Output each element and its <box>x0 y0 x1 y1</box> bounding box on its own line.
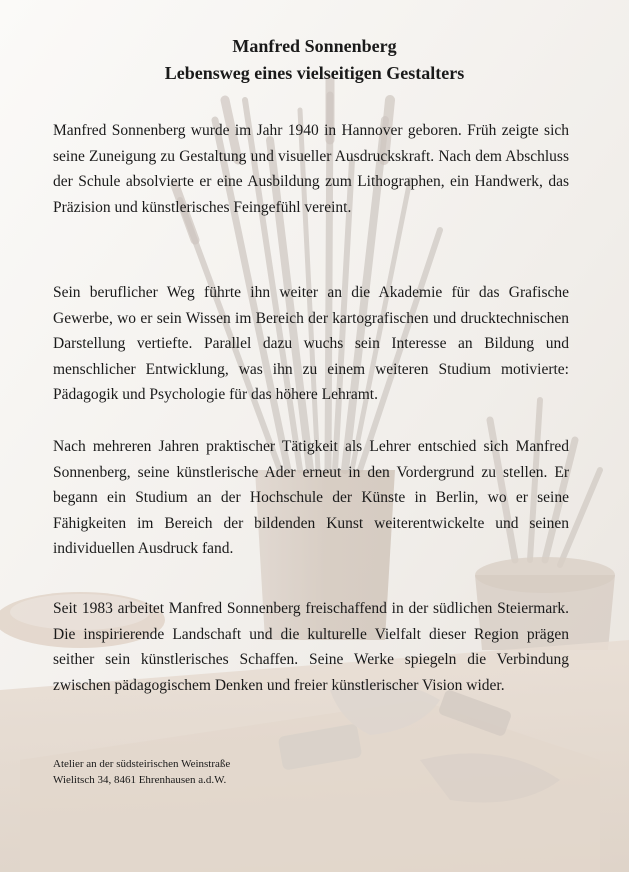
title-subtitle: Lebensweg eines vielseitigen Gestalters <box>164 63 465 83</box>
address-line-2: Wielitsch 34, 8461 Ehrenhausen a.d.W. <box>53 774 227 786</box>
title-name: Manfred Sonnenberg <box>232 36 397 56</box>
address-line-1: Atelier an der südsteirischen Weinstraße <box>53 758 231 770</box>
paragraph-career: Sein beruflicher Weg führte ihn weiter an die Akademie für das Grafische Gewerbe, wo er sein Wissen im Bereich der kartografischen und drucktechnischen Darstellung vertiefte. Parallel dazu wuchs sein Interesse an Bildung und menschlicher Entwicklung, was ihn zu einem weiteren Studium motivierte: Pädagogik und Psychologie für das höhere Lehramt. <box>53 284 569 404</box>
paragraph-freelance: Seit 1983 arbeitet Manfred Sonnenberg freischaffend in der südlichen Steiermark. Die inspirierende Landschaft und die kulturelle Vielfalt dieser Region prägen seither sein künstlerisches Schaffen. Seine Werke spiegeln die Verbindung zwischen pädagogischem Denken und freier künstlerischer Vision wider. <box>53 600 569 694</box>
paragraph-art-studies: Nach mehreren Jahren praktischer Tätigkeit als Lehrer entschied sich Manfred Sonnenberg, seine künstlerische Ader erneut in den Vordergrund zu stellen. Er begann ein Studium an der Hochschule der Künste in Berlin, wo er seine Fähigkeiten im Bereich der bildenden Kunst weiterentwickelte und seinen individuellen Ausdruck fand. <box>53 438 569 558</box>
paragraph-early-life: Manfred Sonnenberg wurde im Jahr 1940 in Hannover geboren. Früh zeigte sich seine Zuneigung zu Gestaltung und visueller Ausdruckskraft. Nach dem Abschluss der Schule absolvierte er eine Ausbildung zum Lithographen, ein Handwerk, das Präzision und künstlerisches Feingefühl vereint. <box>53 122 569 216</box>
page-title <box>0 33 629 87</box>
studio-address <box>53 756 230 788</box>
